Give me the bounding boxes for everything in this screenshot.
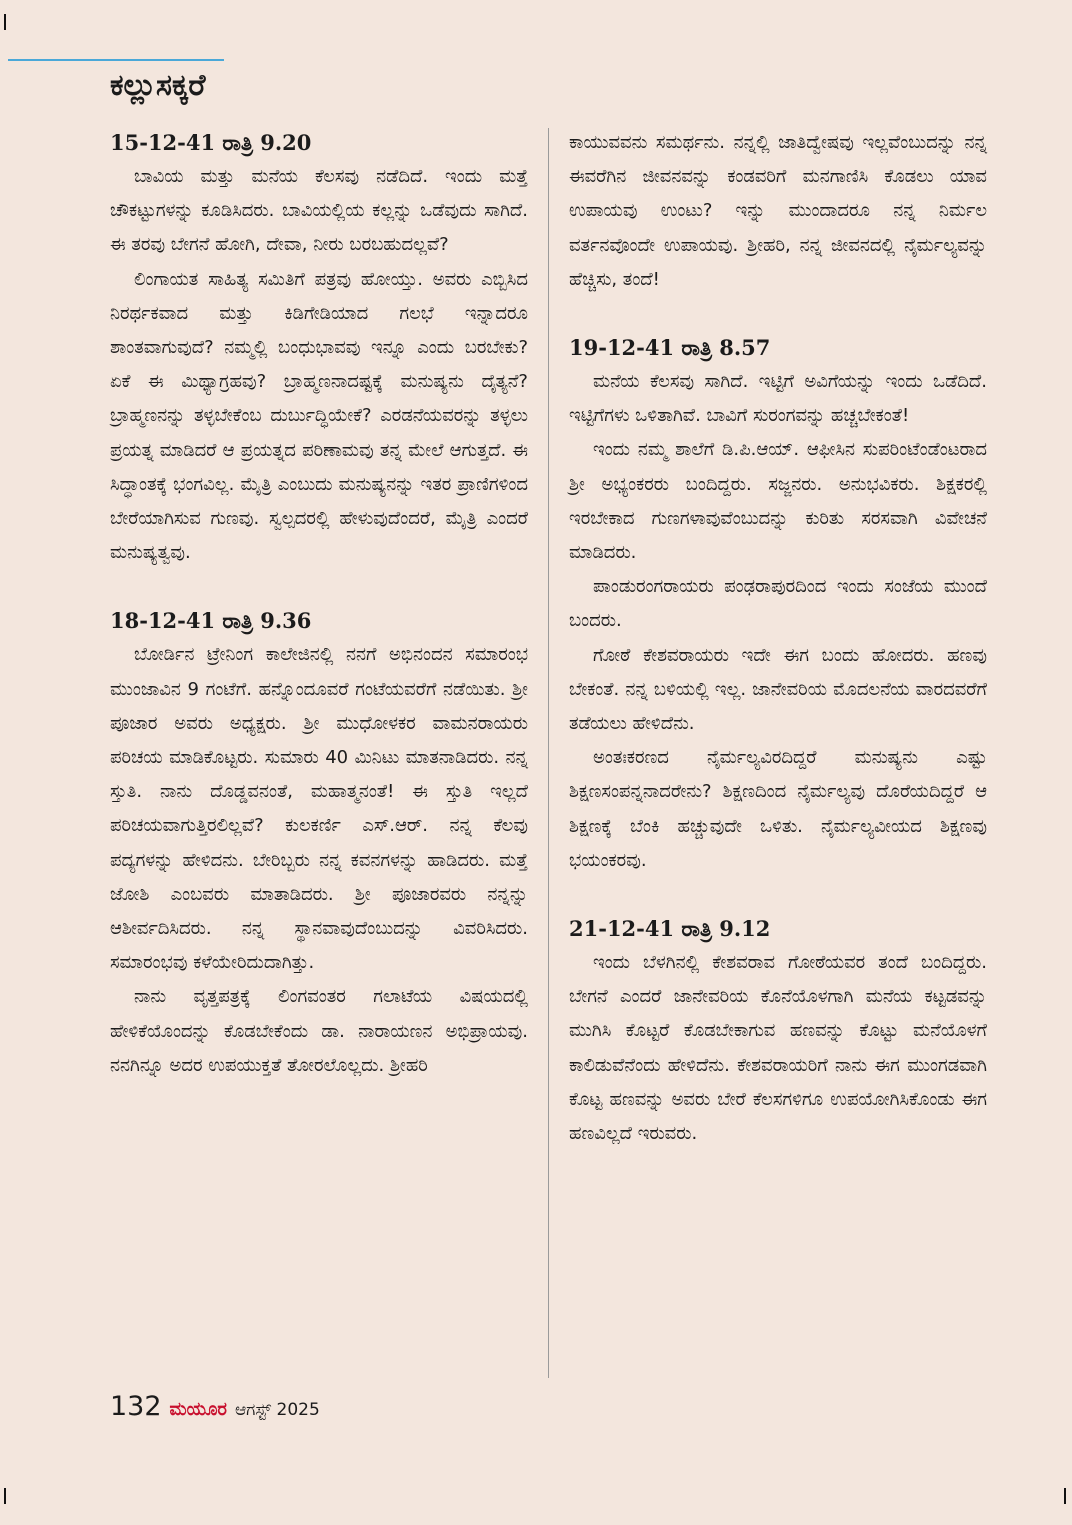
diary-entry xyxy=(569,912,987,1151)
diary-entry xyxy=(110,604,528,1083)
entry-paragraph: ಅಂತಃಕರಣದ ನೈರ್ಮಲ್ಯವಿರದಿದ್ದರೆ ಮನುಷ್ಯನು ಎಷ್ಟು ಶಿಕ್ಷಣಸಂಪನ್ನನಾದರೇನು? ಶಿಕ್ಷಣದಿಂದ ನೈರ್ಮಲ್ಯವು ದೊರೆಯದಿದ್ದರೆ ಆ ಶಿಕ್ಷಣಕ್ಕೆ ಬೆಂಕಿ ಹಚ್ಚುವುದೇ ಒಳಿತು. ನೈರ್ಮಲ್ಯವೀಯದ ಶಿಕ್ಷಣವು ಭಯಂಕರವು. xyxy=(569,747,987,871)
header-rule xyxy=(8,59,224,61)
entry-paragraph: ಗೋಠೆ ಕೇಶವರಾಯರು ಇದೇ ಈಗ ಬಂದು ಹೋದರು. ಹಣವು ಬೇಕಂತೆ. ನನ್ನ ಬಳಿಯಲ್ಲಿ ಇಲ್ಲ. ಜಾನೇವರಿಯ ಮೊದಲನೆಯ ವಾರದವರೆಗೆ ತಡೆಯಲು ಹೇಳಿದೆನು. xyxy=(569,644,987,735)
section-title: ಕಲ್ಲುಸಕ್ಕರೆ xyxy=(110,68,206,103)
page-footer xyxy=(110,1391,320,1422)
entry-paragraph: ಲಿಂಗಾಯತ ಸಾಹಿತ್ಯ ಸಮಿತಿಗೆ ಪತ್ರವು ಹೋಯ್ತು. ಅವರು ಎಬ್ಬಿಸಿದ ನಿರರ್ಥಕವಾದ ಮತ್ತು ಕಿಡಿಗೇಡಿಯಾದ ಗಲಭೆ ಇನ್ನಾದರೂ ಶಾಂತವಾಗುವುದೆ? ನಮ್ಮಲ್ಲಿ ಬಂಧುಭಾವವು ಇನ್ನೂ ಎಂದು ಬರಬೇಕು? ಏಕೆ ಈ ಮಿಥ್ಯಾಗ್ರಹವು? ಬ್ರಾಹ್ಮಣನಾದಷ್ಟಕ್ಕೆ ಮನುಷ್ಯನು ದೈತ್ಯನೆ? ಬ್ರಾಹ್ಮಣನನ್ನು ತಳ್ಳಬೇಕೆಂಬ ದುರ್ಬುದ್ಧಿಯೇಕೆ? ಎರಡನೆಯವರನ್ನು ತಳ್ಳಲು ಪ್ರಯತ್ನ ಮಾಡಿದರೆ ಆ ಪ್ರಯತ್ನದ ಪರಿಣಾಮವು ತನ್ನ ಮೇಲೆ ಆಗುತ್ತದೆ. ಈ ಸಿದ್ಧಾಂತಕ್ಕೆ ಭಂಗವಿಲ್ಲ. ಮೈತ್ರಿ ಎಂಬುದು ಮನುಷ್ಯನನ್ನು ಇತರ ಪ್ರಾಣಿಗಳಿಂದ ಬೇರೆಯಾಗಿಸುವ ಗುಣವು. ಸ್ವಲ್ಪದರಲ್ಲಿ ಹೇಳುವುದೆಂದರೆ, ಮೈತ್ರಿ ಎಂದರೆ ಮನುಷ್ಯತ್ವವು. xyxy=(110,268,528,564)
issue-date: ಆಗಸ್ಟ್ 2025 xyxy=(234,1400,320,1420)
entry-paragraph: ಬೋರ್ಡಿನ ಟ್ರೇನಿಂಗ ಕಾಲೇಜಿನಲ್ಲಿ ನನಗೆ ಅಭಿನಂದನ ಸಮಾರಂಭ ಮುಂಜಾವಿನ 9 ಗಂಟೆಗೆ. ಹನ್ನೊಂದೂವರೆ ಗಂಟೆಯವರೆಗೆ ನಡೆಯಿತು. ಶ್ರೀ ಪೂಜಾರ ಅವರು ಅಧ್ಯಕ್ಷರು. ಶ್ರೀ ಮುಧೋಳಕರ ವಾಮನರಾಯರು ಪರಿಚಯ ಮಾಡಿಕೊಟ್ಟರು. ಸುಮಾರು 40 ಮಿನಿಟು ಮಾತನಾಡಿದರು. ನನ್ನ ಸ್ತುತಿ. ನಾನು ದೊಡ್ಡವನಂತೆ, ಮಹಾತ್ಮನಂತೆ! ಈ ಸ್ತುತಿ ಇಲ್ಲದೆ ಪರಿಚಯವಾಗುತ್ತಿರಲಿಲ್ಲವೆ? ಕುಲಕರ್ಣಿ ಎಸ್.ಆರ್. ನನ್ನ ಕೆಲವು ಪದ್ಯಗಳನ್ನು ಹೇಳಿದನು. ಬೇರಿಬ್ಬರು ನನ್ನ ಕವನಗಳನ್ನು ಹಾಡಿದರು. ಮತ್ತೆ ಜೋಶಿ ಎಂಬವರು ಮಾತಾಡಿದರು. ಶ್ರೀ ಪೂಜಾರವರು ನನ್ನನ್ನು ಆಶೀರ್ವದಿಸಿದರು. ನನ್ನ ಸ್ಥಾನವಾವುದೆಂಬುದನ್ನು ವಿವರಿಸಿದರು. ಸಮಾರಂಭವು ಕಳೆಯೇರಿದುದಾಗಿತ್ತು. xyxy=(110,644,528,974)
entry-paragraph: ಮನೆಯ ಕೆಲಸವು ಸಾಗಿದೆ. ಇಟ್ಟಿಗೆ ಅವಿಗೆಯನ್ನು ಇಂದು ಒಡೆದಿದೆ. ಇಟ್ಟಿಗೆಗಳು ಒಳಿತಾಗಿವೆ. ಬಾವಿಗೆ ಸುರಂಗವನ್ನು ಹಚ್ಚಬೇಕಂತೆ! xyxy=(569,371,987,427)
continued-paragraph: ಕಾಯುವವನು ಸಮರ್ಥನು. ನನ್ನಲ್ಲಿ ಜಾತಿದ್ವೇಷವು ಇಲ್ಲವೆಂಬುದನ್ನು ನನ್ನ ಈವರೆಗಿನ ಜೀವನವನ್ನು ಕಂಡವರಿಗೆ ಮನಗಾಣಿಸಿ ಕೊಡಲು ಯಾವ ಉಪಾಯವು ಉಂಟು? ಇನ್ನು ಮುಂದಾದರೂ ನನ್ನ ನಿರ್ಮಲ ವರ್ತನವೊಂದೇ ಉಪಾಯವು. ಶ್ರೀಹರಿ, ನನ್ನ ಜೀವನದಲ್ಲಿ ನೈರ್ಮಲ್ಯವನ್ನು ಹೆಚ್ಚಿಸು, ತಂದೆ! xyxy=(569,132,987,290)
entry-heading: 15-12-41 ರಾತ್ರಿ 9.20 xyxy=(110,130,312,155)
right-column xyxy=(569,126,987,1151)
crop-mark xyxy=(1064,1488,1066,1504)
entry-paragraph: ನಾನು ವೃತ್ತಪತ್ರಕ್ಕೆ ಲಿಂಗವಂತರ ಗಲಾಟೆಯ ವಿಷಯದಲ್ಲಿ ಹೇಳಿಕೆಯೊಂದನ್ನು ಕೊಡಬೇಕೆಂದು ಡಾ. ನಾರಾಯಣನ ಅಭಿಪ್ರಾಯವು. ನನಗಿನ್ನೂ ಅದರ ಉಪಯುಕ್ತತೆ ತೋರಲೊಲ್ಲದು. ಶ್ರೀಹರಿ xyxy=(110,986,528,1076)
entry-heading: 18-12-41 ರಾತ್ರಿ 9.36 xyxy=(110,608,312,634)
crop-mark xyxy=(4,1488,6,1504)
entry-heading: 19-12-41 ರಾತ್ರಿ 8.57 xyxy=(569,335,771,361)
diary-entry xyxy=(110,126,528,570)
magazine-logo: ಮಯೂರ xyxy=(169,1399,227,1420)
column-divider xyxy=(548,128,549,1378)
entry-paragraph: ಪಾಂಡುರಂಗರಾಯರು ಪಂಢರಾಪುರದಿಂದ ಇಂದು ಸಂಜೆಯ ಮುಂದೆ ಬಂದರು. xyxy=(569,576,987,632)
entry-paragraph: ಬಾವಿಯ ಮತ್ತು ಮನೆಯ ಕೆಲಸವು ನಡೆದಿದೆ. ಇಂದು ಮತ್ತೆ ಚೌಕಟ್ಟುಗಳನ್ನು ಕೂಡಿಸಿದರು. ಬಾವಿಯಲ್ಲಿಯ ಕಲ್ಲನ್ನು ಒಡೆವುದು ಸಾಗಿದೆ. ಈ ತರವು ಬೇಗನೆ ಹೋಗಿ, ದೇವಾ, ನೀರು ಬರಬಹುದಲ್ಲವೆ? xyxy=(110,166,528,256)
crop-mark xyxy=(4,14,6,30)
diary-entry xyxy=(569,331,987,878)
entry-heading: 21-12-41 ರಾತ್ರಿ 9.12 xyxy=(569,916,771,942)
entry-paragraph: ಇಂದು ನಮ್ಮ ಶಾಲೆಗೆ ಡಿ.ಪಿ.ಆಯ್. ಆಫೀಸಿನ ಸುಪರಿಂಟೆಂಡೆಂಟರಾದ ಶ್ರೀ ಅಭ್ಯಂಕರರು ಬಂದಿದ್ದರು. ಸಜ್ಜನರು. ಅನುಭವಿಕರು. ಶಿಕ್ಷಕರಲ್ಲಿ ಇರಬೇಕಾದ ಗುಣಗಳಾವುವೆಂಬುದನ್ನು ಕುರಿತು ಸರಸವಾಗಿ ವಿವೇಚನೆ ಮಾಡಿದರು. xyxy=(569,439,987,564)
entry-paragraph: ಇಂದು ಬೆಳಗಿನಲ್ಲಿ ಕೇಶವರಾವ ಗೋಠೆಯವರ ತಂದೆ ಬಂದಿದ್ದರು. ಬೇಗನೆ ಎಂದರೆ ಜಾನೇವರಿಯ ಕೊನೆಯೊಳಗಾಗಿ ಮನೆಯ ಕಟ್ಟಡವನ್ನು ಮುಗಿಸಿ ಕೊಟ್ಟರೆ ಕೊಡಬೇಕಾಗುವ ಹಣವನ್ನು ಕೊಟ್ಟು ಮನೆಯೊಳಗೆ ಕಾಲಿಡುವೆನೆಂದು ಹೇಳಿದೆನು. ಕೇಶವರಾಯರಿಗೆ ನಾನು ಈಗ ಮುಂಗಡವಾಗಿ ಕೊಟ್ಟ ಹಣವನ್ನು ಅವರು ಬೇರೆ ಕೆಲಸಗಳಿಗೂ ಉಪಯೋಗಿಸಿಕೊಂಡು ಈಗ ಹಣವಿಲ್ಲದೆ ಇರುವರು. xyxy=(569,952,987,1145)
left-column xyxy=(110,126,528,1083)
page-number: 132 xyxy=(110,1391,162,1422)
